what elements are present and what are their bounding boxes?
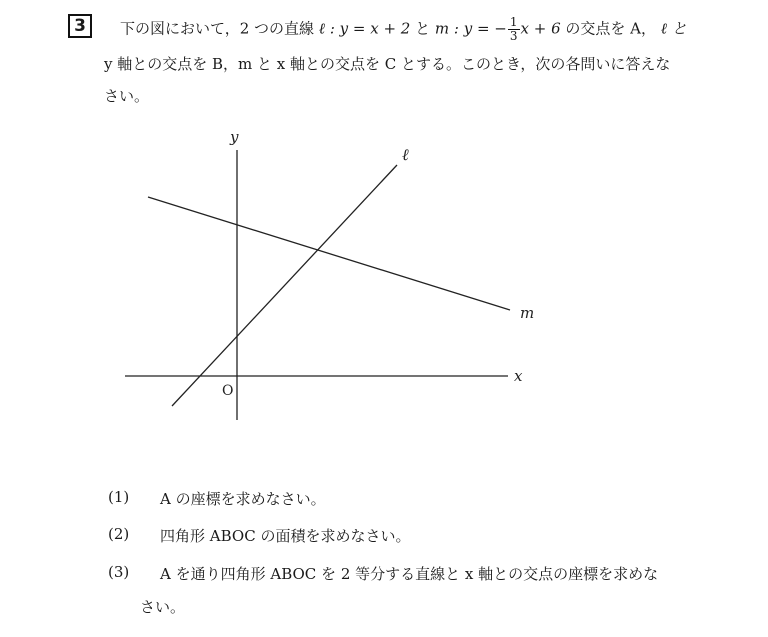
line-m-label: m <box>520 304 535 322</box>
line-l-label: ℓ <box>402 145 409 164</box>
statement-text: ℓ と <box>660 19 687 38</box>
equation-line-m-part2: x + 6 <box>520 19 561 38</box>
statement-text: の交点を A， <box>565 19 657 38</box>
origin-label: O <box>222 383 234 399</box>
question-number-2: (2) <box>108 525 130 543</box>
statement-text: と <box>415 19 431 38</box>
question-1-text: A の座標を求めなさい。 <box>160 490 326 508</box>
problem-statement-line-3: さい。 <box>104 87 150 105</box>
problem-statement-line-2: y 軸との交点を B，m と x 軸との交点を C とする。このとき，次の各問いに答えな <box>104 55 671 73</box>
equation-line-m-part1: m : y = − <box>434 19 507 38</box>
question-number-3: (3) <box>108 563 130 581</box>
fraction-one-third: $\frac{1}{3}$ <box>509 15 518 43</box>
line-l <box>172 165 397 406</box>
question-number-1: (1) <box>108 488 130 506</box>
question-3-text: A を通り四角形 ABOC を 2 等分する直線と x 軸との交点の座標を求めな <box>160 565 659 583</box>
equation-line-l: ℓ : y = x + 2 <box>318 19 411 38</box>
question-3-text-continued: さい。 <box>140 598 186 616</box>
line-m <box>148 197 510 310</box>
y-axis-label: y <box>230 128 239 146</box>
problem-number: 3 <box>68 14 92 38</box>
statement-text: 下の図において，2 つの直線 <box>120 19 315 38</box>
question-2-text: 四角形 ABOC の面積を求めなさい。 <box>160 527 411 545</box>
x-axis-label: x <box>514 367 523 385</box>
